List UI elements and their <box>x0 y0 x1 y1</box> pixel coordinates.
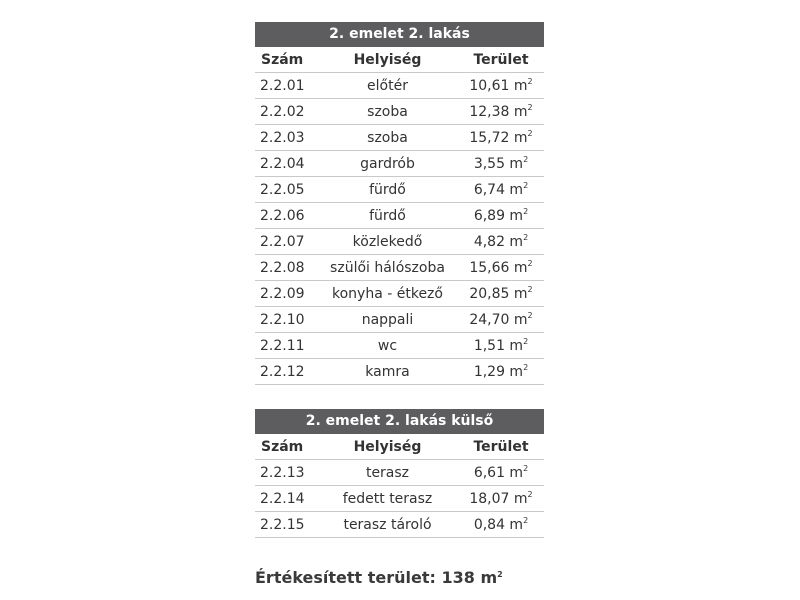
room-area-value: 6,89 m <box>473 208 524 224</box>
room-area <box>458 285 544 302</box>
room-area-unit-superscript: 2 <box>527 77 533 86</box>
column-header-number: Szám <box>261 51 304 68</box>
room-area-unit-superscript: 2 <box>523 233 529 242</box>
exterior-column-header-row <box>255 434 544 460</box>
room-name: kamra <box>365 363 410 380</box>
room-area <box>458 129 544 146</box>
room-name: közlekedő <box>352 233 423 250</box>
room-area-unit-superscript: 2 <box>527 311 533 320</box>
room-area <box>458 155 544 172</box>
column-header-room: Helyiség <box>353 438 422 455</box>
room-number: 2.2.13 <box>260 464 305 481</box>
column-header-area: Terület <box>473 51 529 68</box>
column-header-area: Terület <box>473 438 529 455</box>
room-area-unit-superscript: 2 <box>523 516 529 525</box>
room-area-unit-superscript: 2 <box>523 337 529 346</box>
table-row <box>255 307 544 333</box>
room-area-value: 0,84 m <box>473 517 524 533</box>
room-name: nappali <box>361 311 414 328</box>
room-name: fürdő <box>369 207 406 224</box>
table-row <box>255 333 544 359</box>
room-area-value: 1,29 m <box>473 364 524 380</box>
room-area-value: 3,55 m <box>473 156 524 172</box>
exterior-rows <box>255 460 544 538</box>
total-sold-area <box>255 568 503 587</box>
total-sold-area-text: Értékesített terület: 138 m <box>255 568 498 587</box>
room-name: szülői hálószoba <box>330 259 445 276</box>
room-area-value: 12,38 m <box>469 104 528 120</box>
room-name: terasz tároló <box>343 516 432 533</box>
room-number: 2.2.12 <box>260 363 305 380</box>
table-row <box>255 281 544 307</box>
room-area-value: 10,61 m <box>469 78 528 94</box>
room-area-unit-superscript: 2 <box>523 363 529 372</box>
exterior-rooms-table <box>255 409 544 538</box>
table-row <box>255 359 544 385</box>
room-area <box>458 207 544 224</box>
table-row <box>255 125 544 151</box>
room-area-value: 1,51 m <box>473 338 524 354</box>
total-sold-area-unit-superscript: 2 <box>497 570 503 579</box>
room-name: wc <box>377 337 398 354</box>
room-area-value: 6,74 m <box>473 182 524 198</box>
room-number: 2.2.02 <box>260 103 305 120</box>
room-area <box>458 181 544 198</box>
room-name: fürdő <box>369 181 406 198</box>
table-row <box>255 255 544 281</box>
room-area-unit-superscript: 2 <box>527 259 533 268</box>
room-area-unit-superscript: 2 <box>523 464 529 473</box>
room-name: fedett terasz <box>342 490 433 507</box>
room-area <box>458 103 544 120</box>
room-number: 2.2.06 <box>260 207 305 224</box>
room-number: 2.2.03 <box>260 129 305 146</box>
table-row <box>255 460 544 486</box>
room-area-value: 4,82 m <box>473 234 524 250</box>
table-row <box>255 151 544 177</box>
room-area <box>458 77 544 94</box>
exterior-table-title: 2. emelet 2. lakás külső <box>255 409 544 434</box>
table-row <box>255 229 544 255</box>
room-area-unit-superscript: 2 <box>523 155 529 164</box>
room-name: gardrób <box>360 155 415 172</box>
room-area <box>458 311 544 328</box>
room-number: 2.2.08 <box>260 259 305 276</box>
room-area-value: 15,72 m <box>469 130 528 146</box>
table-row <box>255 177 544 203</box>
room-area-unit-superscript: 2 <box>527 285 533 294</box>
room-area-unit-superscript: 2 <box>527 103 533 112</box>
room-number: 2.2.04 <box>260 155 305 172</box>
room-area <box>458 363 544 380</box>
column-header-number: Szám <box>261 438 304 455</box>
room-area <box>458 259 544 276</box>
room-area <box>458 337 544 354</box>
room-number: 2.2.14 <box>260 490 305 507</box>
room-area-value: 6,61 m <box>473 465 524 481</box>
table-row <box>255 99 544 125</box>
room-name: terasz <box>365 464 410 481</box>
room-area-value: 15,66 m <box>469 260 528 276</box>
room-name: szoba <box>367 103 408 120</box>
room-number: 2.2.09 <box>260 285 305 302</box>
room-area-unit-superscript: 2 <box>523 207 529 216</box>
room-number: 2.2.11 <box>260 337 305 354</box>
room-area <box>458 490 544 507</box>
room-area <box>458 464 544 481</box>
interior-table-title: 2. emelet 2. lakás <box>255 22 544 47</box>
room-number: 2.2.10 <box>260 311 305 328</box>
room-name: konyha - étkező <box>332 285 443 302</box>
room-area-unit-superscript: 2 <box>527 490 533 499</box>
room-area-unit-superscript: 2 <box>523 181 529 190</box>
table-row <box>255 73 544 99</box>
room-number: 2.2.07 <box>260 233 305 250</box>
room-area-unit-superscript: 2 <box>527 129 533 138</box>
interior-rows <box>255 73 544 385</box>
room-area-value: 24,70 m <box>469 312 528 328</box>
column-header-room: Helyiség <box>353 51 422 68</box>
room-area <box>458 233 544 250</box>
room-name: előtér <box>367 77 408 94</box>
room-area <box>458 516 544 533</box>
room-number: 2.2.15 <box>260 516 305 533</box>
room-number: 2.2.05 <box>260 181 305 198</box>
room-number: 2.2.01 <box>260 77 305 94</box>
interior-rooms-table <box>255 22 544 385</box>
table-row <box>255 512 544 538</box>
interior-column-header-row <box>255 47 544 73</box>
room-area-value: 20,85 m <box>469 286 528 302</box>
room-name: szoba <box>367 129 408 146</box>
table-row <box>255 203 544 229</box>
table-row <box>255 486 544 512</box>
room-area-value: 18,07 m <box>469 491 528 507</box>
